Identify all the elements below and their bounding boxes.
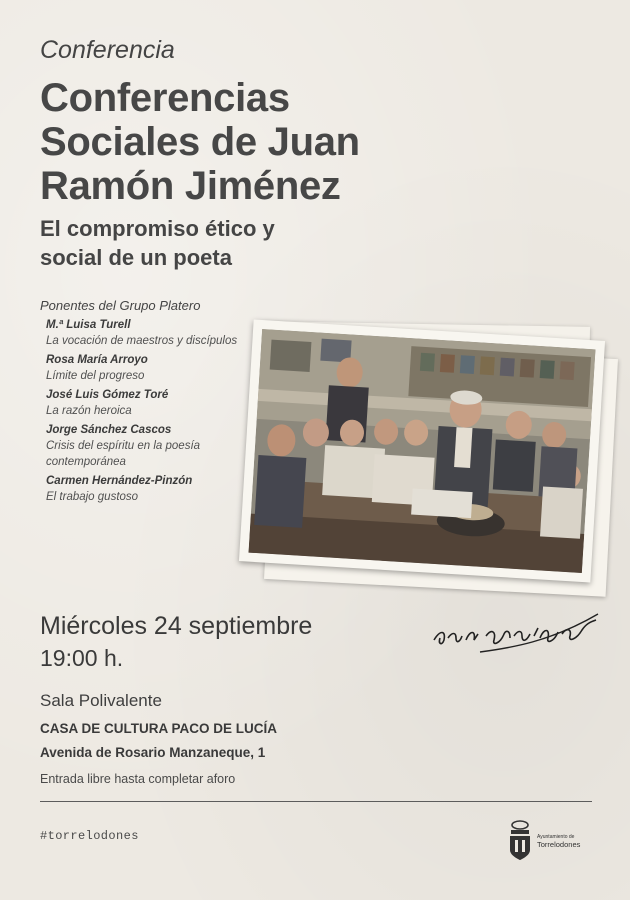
event-date: Miércoles 24 septiembre <box>40 612 313 640</box>
speaker-item <box>46 353 276 384</box>
speaker-name: M.ª Luisa Turell <box>46 319 131 331</box>
town-hall-crest-icon <box>506 820 534 862</box>
town-hall-logo <box>506 820 586 864</box>
speaker-talk: El trabajo gustoso <box>46 491 139 503</box>
entry-note: Entrada libre hasta completar aforo <box>40 772 236 786</box>
speaker-name: José Luis Gómez Toré <box>46 389 169 401</box>
speaker-name: Jorge Sánchez Cascos <box>46 424 172 436</box>
hashtag: #torrelodones <box>40 829 139 843</box>
speaker-item <box>46 474 276 505</box>
classroom-photo-image <box>248 329 595 573</box>
speakers-heading: Ponentes del Grupo Platero <box>40 298 201 313</box>
event-room: Sala Polivalente <box>40 691 162 710</box>
speaker-talk: Crisis del espíritu en la poesía contemporánea <box>46 440 201 468</box>
logo-text <box>537 834 589 849</box>
event-address: Avenida de Rosario Manzaneque, 1 <box>40 745 266 760</box>
logo-name: Torrelodones <box>537 840 581 849</box>
speakers-list <box>46 318 276 509</box>
subtitle: El compromiso ético y social de un poeta <box>40 216 275 270</box>
kicker: Conferencia <box>40 36 175 64</box>
page-title: Conferencias Sociales de Juan Ramón Jiménez <box>40 76 360 208</box>
speaker-name: Carmen Hernández-Pinzón <box>46 475 193 487</box>
historic-photo <box>239 319 605 582</box>
event-venue: CASA DE CULTURA PACO DE LUCÍA <box>40 721 277 736</box>
event-time: 19:00 h. <box>40 645 124 671</box>
speaker-item <box>46 388 276 419</box>
photo-stack <box>246 320 621 605</box>
speaker-item <box>46 318 276 349</box>
divider <box>40 801 592 802</box>
signature-image <box>430 600 602 664</box>
speaker-item <box>46 423 276 470</box>
speaker-talk: La vocación de maestros y discípulos <box>46 335 238 347</box>
speaker-talk: Límite del progreso <box>46 370 145 382</box>
logo-small-text: Ayuntamiento de <box>537 834 575 840</box>
speaker-talk: La razón heroica <box>46 405 132 417</box>
speaker-name: Rosa María Arroyo <box>46 354 148 366</box>
